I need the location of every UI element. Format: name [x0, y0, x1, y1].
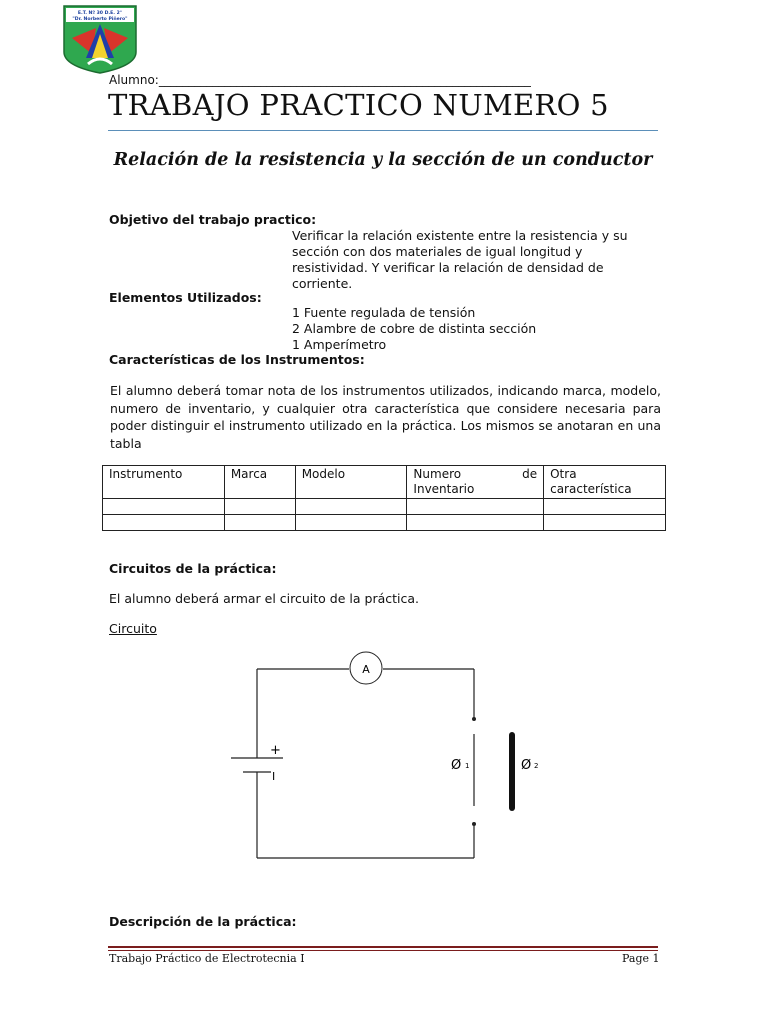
diameter-1-label: Ø — [451, 758, 462, 773]
diameter-2-label: Ø — [521, 758, 532, 773]
title-divider — [108, 130, 658, 131]
instruments-table — [102, 465, 666, 531]
subtitle: Relación de la resistencia y la sección de un conductor — [113, 150, 653, 170]
table-cell[interactable] — [103, 515, 225, 531]
footer-course: Trabajo Práctico de Electrotecnia I — [109, 952, 305, 965]
table-cell[interactable] — [407, 499, 544, 515]
table-cell[interactable] — [544, 499, 666, 515]
school-line1: E.T. Nº 30 D.E. 2° — [77, 11, 123, 16]
objective-heading: Objetivo del trabajo practico: — [109, 212, 317, 227]
elements-heading: Elementos Utilizados: — [109, 290, 262, 305]
table-cell[interactable] — [407, 515, 544, 531]
footer-divider — [108, 946, 658, 948]
instruments-heading: Características de los Instrumentos: — [109, 352, 365, 367]
table-header-text: Numero — [413, 467, 462, 481]
circuit-diagram — [225, 648, 555, 867]
diameter-2-sub: 2 — [534, 762, 539, 770]
ammeter — [350, 652, 382, 684]
elements-item: 2 Alambre de cobre de distinta sección — [292, 321, 537, 336]
instruments-text: El alumno deberá tomar nota de los instrumentos utilizados, indicando marca, modelo, numero de inventario, y cualquier otra característica que considere necesaria para poder distinguir el instrumento utilizado en la práctica. Los mismos se anotaran en una tabla — [110, 383, 661, 451]
circuit-link[interactable]: Circuito — [109, 621, 157, 636]
school-line2: "Dr. Norberto Piñero" — [72, 17, 128, 22]
table-header-cell: Instrumento — [103, 466, 225, 499]
footer-divider — [108, 950, 658, 951]
table-header-cell: Marca — [224, 466, 295, 499]
table-cell[interactable] — [224, 515, 295, 531]
elements-item: 1 Fuente regulada de tensión — [292, 305, 476, 320]
description-heading: Descripción de la práctica: — [109, 914, 297, 929]
terminal-dot — [472, 822, 476, 826]
school-logo — [62, 4, 138, 74]
table-cell[interactable] — [295, 515, 407, 531]
table-header-row — [103, 466, 666, 499]
table-cell[interactable] — [224, 499, 295, 515]
plus-sign: + — [270, 743, 281, 758]
circuits-text: El alumno deberá armar el circuito de la práctica. — [109, 591, 419, 606]
page-title: TRABAJO PRACTICO NUMERO 5 — [108, 88, 609, 122]
table-header-cell: Modelo — [295, 466, 407, 499]
table-row — [103, 499, 666, 515]
diameter-1-sub: 1 — [465, 762, 470, 770]
table-header-cell — [407, 466, 544, 499]
minus-sign: I — [272, 770, 276, 783]
circuits-heading: Circuitos de la práctica: — [109, 561, 277, 576]
table-header-text: de — [522, 467, 538, 481]
terminal-dot — [472, 717, 476, 721]
table-header-cell: Otra característica — [544, 466, 666, 499]
table-cell[interactable] — [103, 499, 225, 515]
table-row — [103, 515, 666, 531]
objective-text: Verificar la relación existente entre la resistencia y su sección con dos materiales de igual longitud y resistividad. Y verificar la relación de densidad de corriente. — [292, 228, 628, 291]
table-header-text: Inventario — [413, 482, 475, 496]
elements-item: 1 Amperímetro — [292, 337, 387, 352]
footer-page: Page 1 — [622, 952, 660, 965]
student-name-field[interactable]: Alumno:______________________________________________________________ — [109, 73, 531, 87]
table-cell[interactable] — [295, 499, 407, 515]
table-cell[interactable] — [544, 515, 666, 531]
ammeter-label: A — [362, 663, 370, 676]
